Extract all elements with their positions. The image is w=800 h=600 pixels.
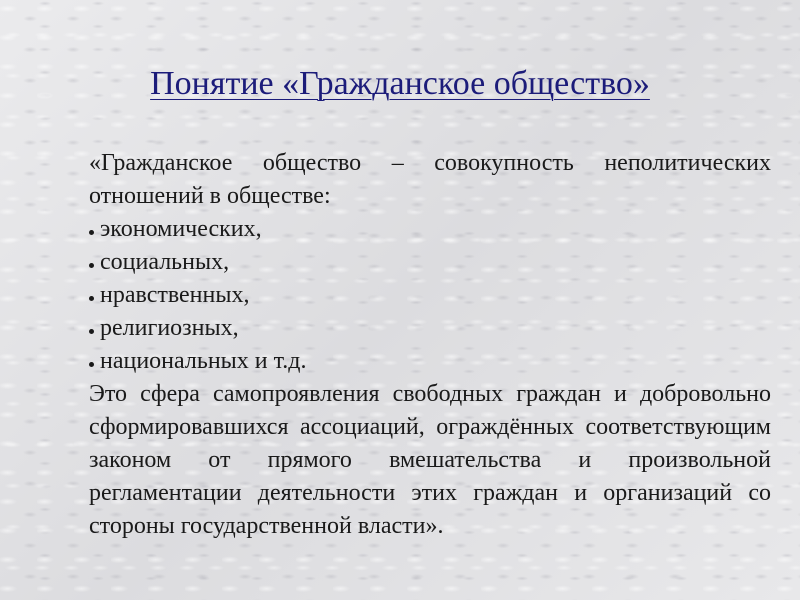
list-item xyxy=(89,312,771,345)
definition-text: «Гражданское общество – совокупность неполитических отношений в обществе: xyxy=(89,150,771,209)
list-item-text: нравственных, xyxy=(100,282,250,308)
list-item xyxy=(89,279,771,312)
list-item xyxy=(89,213,771,246)
list-item xyxy=(89,345,771,378)
bullet-dot-icon xyxy=(89,263,94,268)
relations-list xyxy=(89,213,771,378)
bullet-dot-icon xyxy=(89,329,94,334)
slide-title: Понятие «Гражданское общество» xyxy=(150,65,650,102)
bullet-dot-icon xyxy=(89,230,94,235)
list-item-text: экономических, xyxy=(100,216,262,242)
bullet-dot-icon xyxy=(89,362,94,367)
slide-body xyxy=(89,147,771,543)
list-item-text: религиозных, xyxy=(100,315,239,341)
bullet-dot-icon xyxy=(89,296,94,301)
list-item xyxy=(89,246,771,279)
list-item-text: социальных, xyxy=(100,249,230,275)
conclusion-text: Это сфера самопроявления свободных граждан и добровольно сформировавшихся ассоциаций, ограждённых соответствующим законом от прямого вмешательства и произвольной регламентации деятельности этих граждан и организаций со стороны государственной власти». xyxy=(89,381,771,539)
list-item-text: национальных и т.д. xyxy=(100,348,307,374)
